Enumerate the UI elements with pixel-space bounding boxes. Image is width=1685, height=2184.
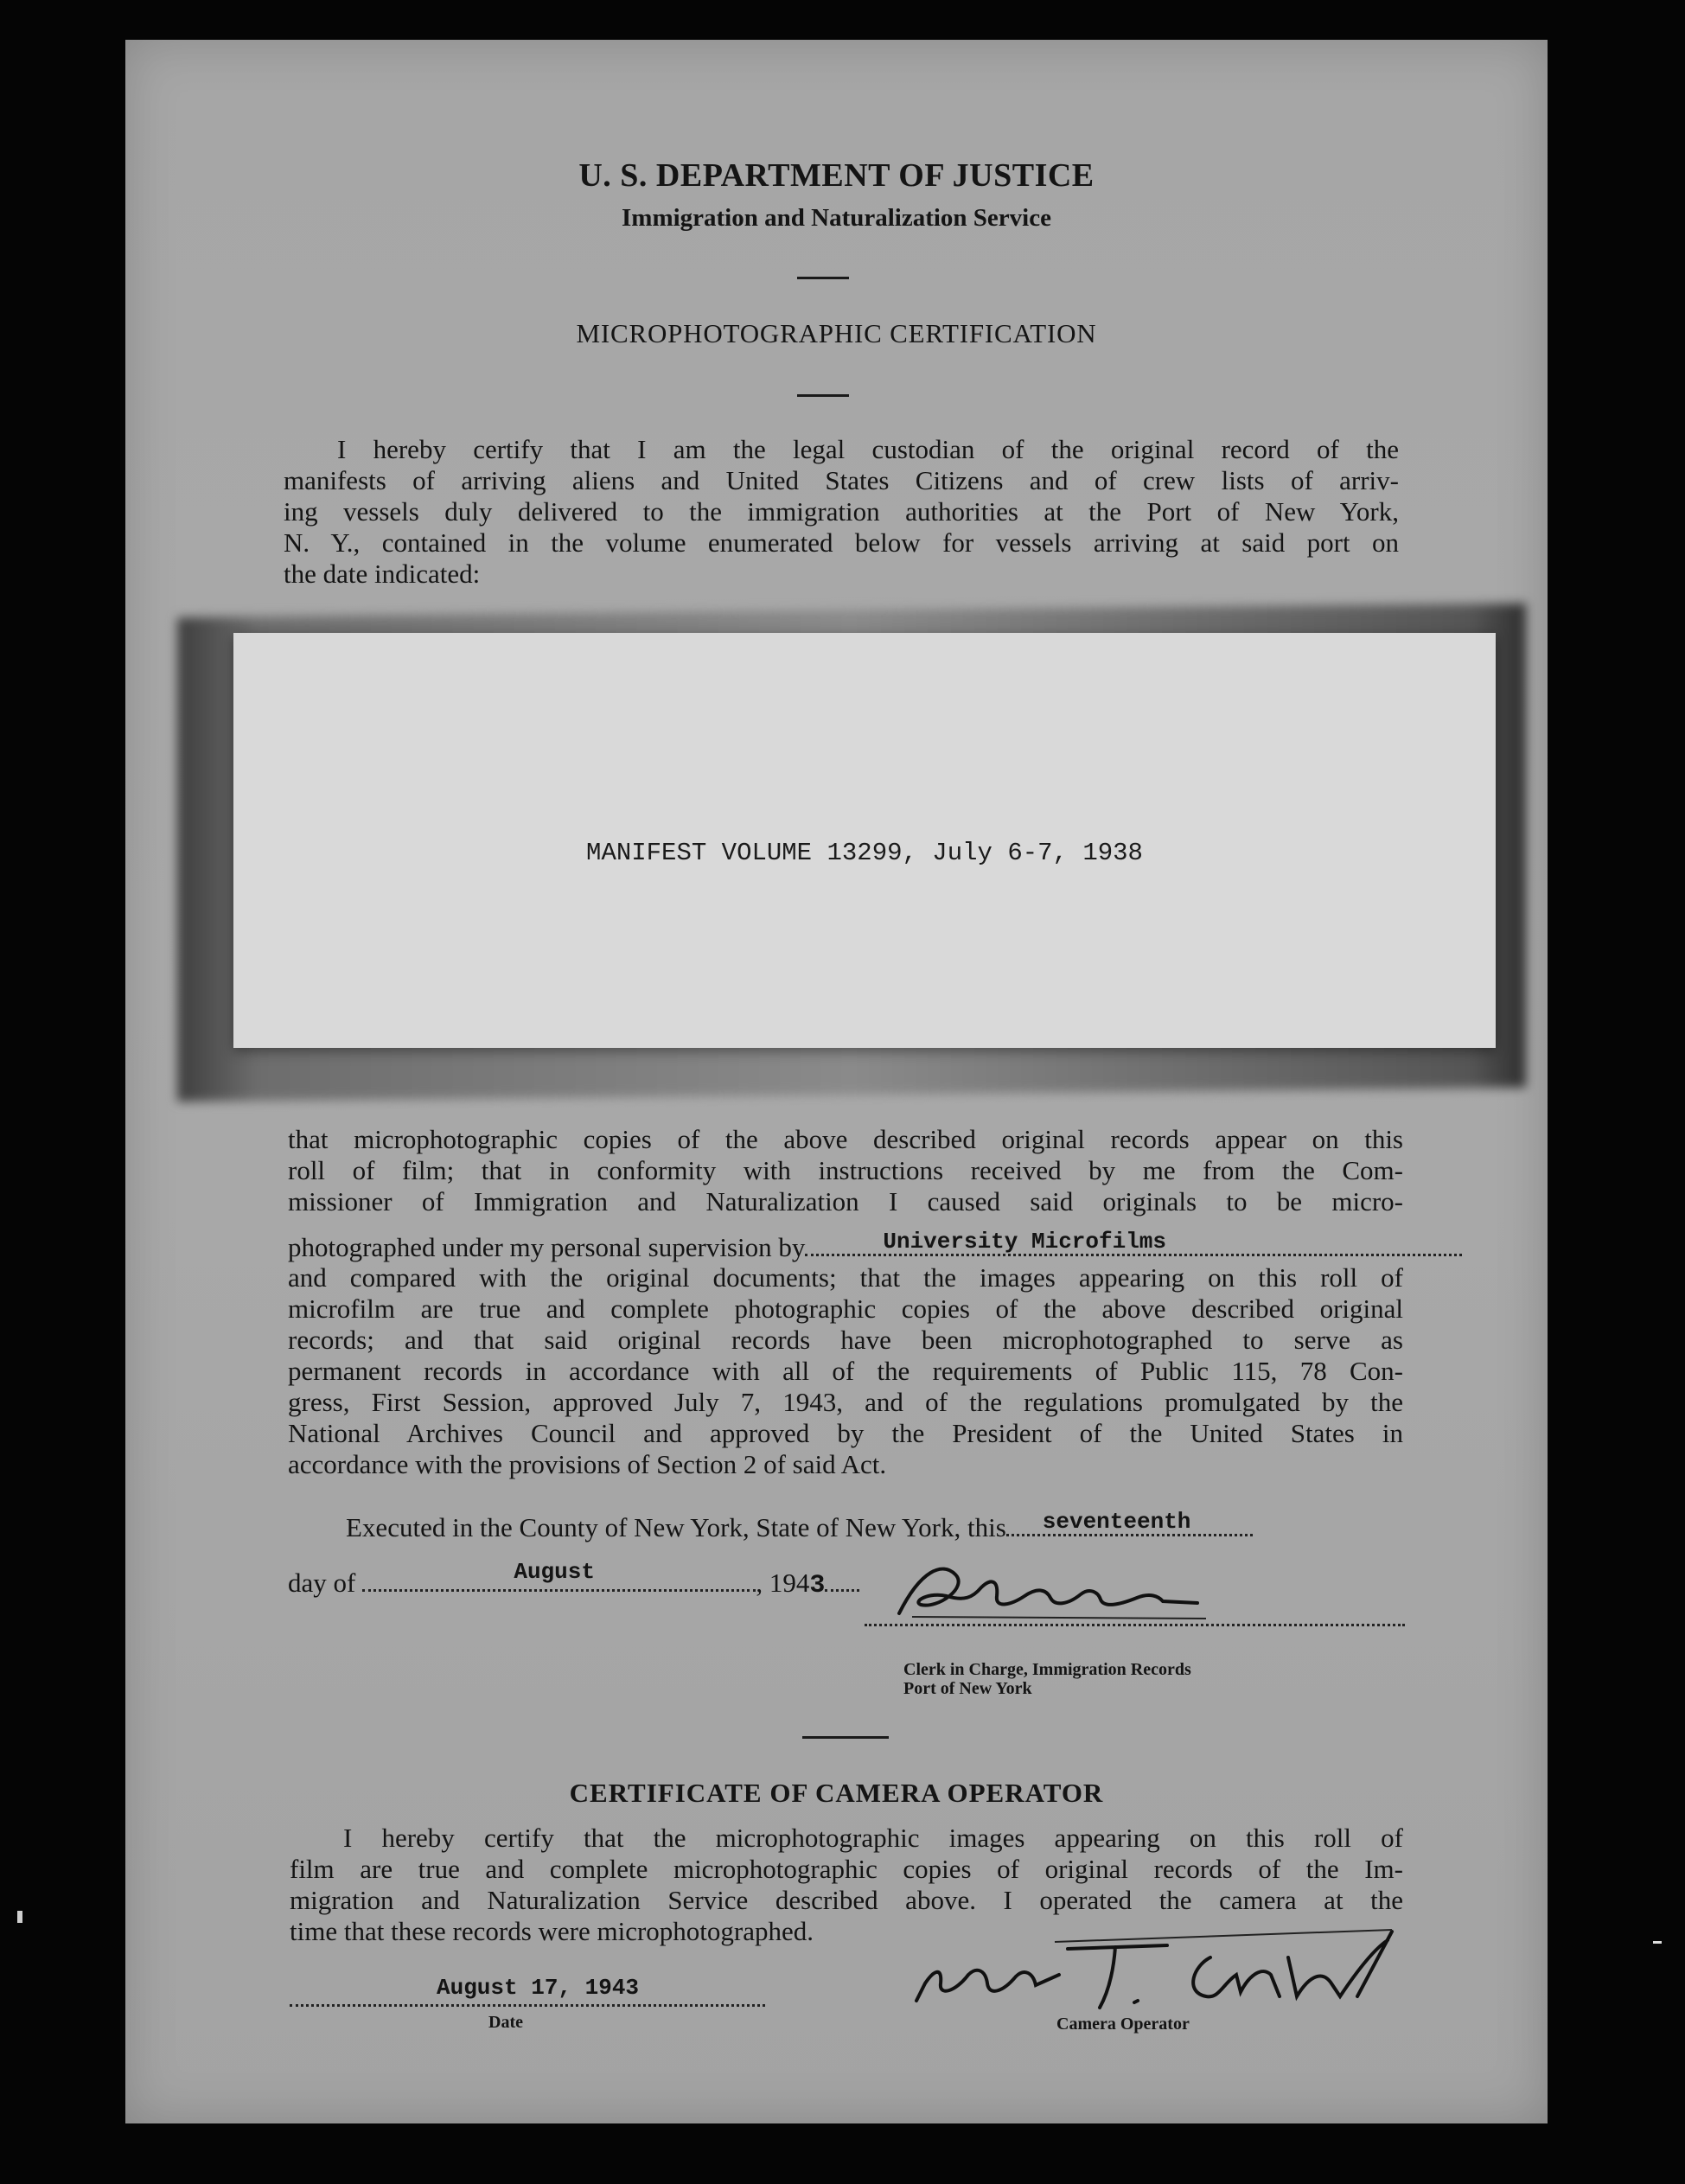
supervision-prefix: photographed under my personal supervision by	[288, 1232, 806, 1262]
body-line: and compared with the original documents; that the images appearing on this roll of	[288, 1262, 1403, 1293]
operator-signature	[908, 1923, 1427, 2018]
body-paragraph-cont	[288, 1262, 1403, 1480]
department-title: U. S. DEPARTMENT OF JUSTICE	[578, 157, 1095, 194]
executed-prefix: Executed in the County of New York, State of New York, this	[346, 1512, 1006, 1542]
body-line: gress, First Session, approved July 7, 1943, and of the regulations promulgated by the	[288, 1387, 1403, 1417]
clerk-title-line1: Clerk in Charge, Immigration Records	[903, 1660, 1191, 1679]
body-line: missioner of Immigration and Naturalization I caused said originals to be micro-	[288, 1186, 1403, 1217]
month-value: August	[514, 1559, 595, 1585]
camera-line: I hereby certify that the microphotographic images appearing on this roll of	[343, 1823, 1403, 1853]
supervision-line	[288, 1231, 1403, 1263]
manifest-volume-text: MANIFEST VOLUME 13299, July 6-7, 1938	[586, 839, 1143, 867]
certification-title: MICROPHOTOGRAPHIC CERTIFICATION	[576, 318, 1097, 348]
operator-label: Camera Operator	[1056, 2015, 1190, 2034]
manifest-slip	[233, 633, 1496, 1048]
intro-line: N. Y., contained in the volume enumerated below for vessels arriving at said port on	[284, 527, 1399, 558]
day-of-line	[288, 1559, 859, 1601]
divider	[797, 394, 849, 397]
camera-certificate-title: CERTIFICATE OF CAMERA OPERATOR	[569, 1778, 1104, 1808]
service-subtitle: Immigration and Naturalization Service	[622, 204, 1051, 232]
film-mark	[17, 1911, 22, 1923]
supervisor-name: University Microfilms	[883, 1229, 1167, 1255]
year-prefix: , 194	[756, 1568, 810, 1598]
body-line: National Archives Council and approved by the President of the United States in	[288, 1418, 1403, 1448]
date-line	[290, 2002, 765, 2007]
body-line: roll of film; that in conformity with instructions received by me from the Com-	[288, 1155, 1403, 1185]
camera-line: time that these records were microphotographed.	[290, 1916, 814, 1946]
camera-line: film are true and complete microphotographic copies of original records of the Im-	[290, 1854, 1403, 1884]
divider	[802, 1736, 889, 1739]
clerk-signature-line	[865, 1622, 1405, 1626]
body-paragraph	[288, 1124, 1403, 1217]
body-line: accordance with the provisions of Section 2 of said Act.	[288, 1449, 887, 1479]
day-fill	[1006, 1511, 1253, 1536]
body-line: permanent records in accordance with all of the requirements of Public 115, 78 Con-	[288, 1356, 1403, 1386]
day-of-label: day of	[288, 1568, 356, 1598]
intro-line: manifests of arriving aliens and United States Citizens and of crew lists of arriv-	[284, 465, 1399, 495]
clerk-title-line2: Port of New York	[903, 1679, 1032, 1698]
body-line: records; and that said original records have been microphotographed to serve as	[288, 1325, 1403, 1355]
executed-line	[346, 1511, 1253, 1543]
date-value: August 17, 1943	[437, 1975, 640, 2001]
divider	[797, 277, 849, 279]
film-mark	[1653, 1941, 1662, 1944]
body-line: microfilm are true and complete photographic copies of the above described original	[288, 1293, 1403, 1324]
intro-paragraph	[284, 434, 1399, 590]
intro-line: I hereby certify that I am the legal custodian of the original record of the	[337, 434, 1399, 464]
intro-line: ing vessels duly delivered to the immigration authorities at the Port of New York,	[284, 496, 1399, 527]
supervisor-fill	[805, 1231, 1462, 1256]
year-digit: 3	[809, 1571, 826, 1600]
certificate-sheet	[125, 40, 1548, 2123]
year-fill	[825, 1567, 859, 1592]
camera-line: migration and Naturalization Service described above. I operated the camera at the	[290, 1885, 1403, 1915]
clerk-title	[903, 1660, 1191, 1698]
date-label: Date	[488, 2013, 523, 2032]
intro-line: the date indicated:	[284, 559, 481, 589]
day-value: seventeenth	[1042, 1509, 1191, 1535]
month-fill	[362, 1559, 756, 1592]
body-line: that microphotographic copies of the above described original records appear on this	[288, 1124, 1403, 1154]
